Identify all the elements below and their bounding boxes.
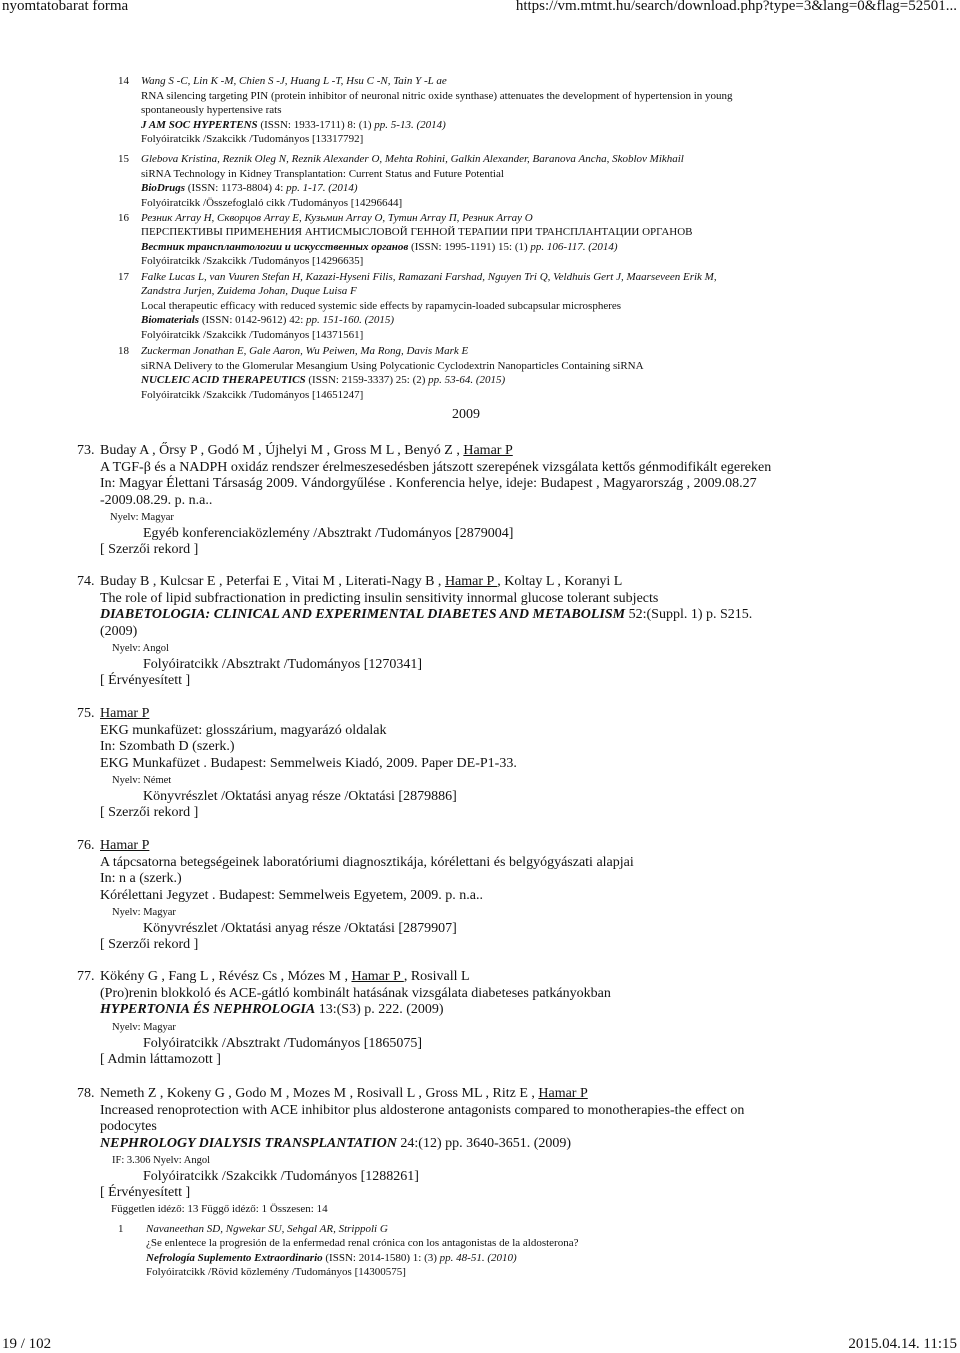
entry-number: 78. bbox=[77, 1086, 95, 1101]
entry-status: [ Admin láttamozott ] bbox=[100, 1052, 221, 1067]
author-link-hamar[interactable]: Hamar P bbox=[351, 969, 404, 984]
entry-authors bbox=[100, 969, 470, 986]
author-link-hamar[interactable]: Hamar P bbox=[538, 1086, 588, 1101]
entry-number: 73. bbox=[77, 443, 95, 458]
citation-number: 18 bbox=[118, 345, 129, 357]
citation-authors: Glebova Kristina, Reznik Oleg N, Reznik Alexander O, Mehta Rohini, Galkin Alexander, Baranova Ancha, Skoblov Mikhail bbox=[141, 153, 684, 165]
author-link-hamar[interactable]: Hamar P bbox=[100, 706, 150, 721]
citation-title: ПЕРСПЕКТИВЫ ПРИМЕНЕНИЯ АНТИСМЫСЛОВОЙ ГЕННОЙ ТЕРАПИИ ПРИ ТРАНСПЛАНТАЦИИ ОРГАНОВ bbox=[141, 226, 693, 239]
entry-type: Egyéb konferenciaközlemény /Absztrakt /Tudományos [2879004] bbox=[143, 525, 514, 541]
citation-journal: Biomaterials bbox=[141, 314, 200, 327]
entry-type: Folyóiratcikk /Absztrakt /Tudományos [1270341] bbox=[143, 656, 423, 672]
citation-title-cont: spontaneously hypertensive rats bbox=[141, 104, 282, 117]
entry-language: Nyelv: Angol bbox=[112, 643, 169, 654]
page-number: 19 / 102 bbox=[2, 1336, 52, 1352]
citation-type: Folyóiratcikk /Rövid közlemény /Tudományos [14300575] bbox=[146, 1266, 406, 1279]
header-url: https://vm.mtmt.hu/search/download.php?type=3&lang=0&flag=52501... bbox=[515, 0, 957, 14]
entry-source bbox=[100, 1002, 444, 1019]
entry-title: (Pro)renin blokkoló és ACE-gátló kombinált hatásának vizsgálata diabeteses patkányokban bbox=[100, 985, 611, 1001]
citation-pages: pp. 53-64. (2015) bbox=[428, 374, 506, 387]
citation-authors: Wang S -C, Lin K -M, Chien S -J, Huang L -T, Hsu C -N, Tain Y -L ae bbox=[141, 75, 447, 87]
citation-details: (ISSN: 0142-9612) 42: bbox=[199, 314, 307, 327]
entry-authors bbox=[100, 443, 513, 460]
entry-type: Folyóiratcikk /Szakcikk /Tudományos [1288261] bbox=[143, 1168, 419, 1184]
citation-number: 16 bbox=[118, 211, 129, 224]
entry-source: In: Magyar Élettani Társaság 2009. Vándorgyűlése . Konferencia helye, ideje: Budapest , Magyarország , 2009.08.27 bbox=[100, 476, 757, 491]
citation-journal: Nefrología Suplemento Extraordinario bbox=[146, 1251, 323, 1264]
authors-text-rest: , Rosivall L bbox=[403, 969, 470, 984]
authors-text: Buday A , Őrsy P , Godó M , Újhelyi M , Gross M L , Benyó Z , bbox=[100, 443, 464, 458]
entry-journal: DIABETOLOGIA: CLINICAL AND EXPERIMENTAL DIABETES AND METABOLISM bbox=[100, 607, 626, 622]
citation-details: (ISSN: 2014-1580) 1: (3) bbox=[322, 1251, 440, 1264]
entry-status: [ Érvényesített ] bbox=[100, 1185, 191, 1200]
entry-type: Könyvrészlet /Oktatási anyag része /Oktatási [2879886] bbox=[143, 788, 457, 804]
entry-language: IF: 3.306 Nyelv: Angol bbox=[112, 1155, 211, 1166]
citation-pages: pp. 5-13. (2014) bbox=[374, 118, 446, 131]
citation-type: Folyóiratcikk /Szakcikk /Tudományos [14371561] bbox=[141, 328, 364, 341]
author-link-hamar[interactable]: Hamar P bbox=[463, 443, 513, 458]
year-heading: 2009 bbox=[452, 407, 480, 422]
entry-number: 75. bbox=[77, 706, 95, 721]
citation-pages: pp. 106-117. (2014) bbox=[530, 240, 618, 253]
citation-source bbox=[141, 313, 394, 328]
citation-details: (ISSN: 1995-1191) 15: (1) bbox=[408, 240, 531, 253]
citation-source bbox=[146, 1251, 517, 1266]
citation-authors: Резник Array Н, Скворцов Array Е, Кузьмин Array О, Тутин Array П, Резник Array О bbox=[141, 211, 533, 224]
citation-source bbox=[141, 181, 358, 196]
citation-pages: pp. 151-160. (2015) bbox=[306, 314, 395, 327]
citation-number: 15 bbox=[118, 153, 129, 165]
citation-journal: NUCLEIC ACID THERAPEUTICS bbox=[141, 374, 306, 387]
citation-details: (ISSN: 2159-3337) 25: (2) bbox=[305, 374, 429, 387]
entry-source: In: n a (szerk.) bbox=[100, 871, 182, 886]
entry-title: Increased renoprotection with ACE inhibitor plus aldosterone antagonists compared to monotherapies-the effect on bbox=[100, 1102, 745, 1118]
citation-title: siRNA Delivery to the Glomerular Mesangium Using Polycationic Cyclodextrin Nanoparticles Containing siRNA bbox=[141, 359, 644, 372]
entry-status: [ Érvényesített ] bbox=[100, 673, 191, 688]
citation-details: (ISSN: 1933-1711) 8: (1) bbox=[257, 118, 375, 131]
authors-text: Kökény G , Fang L , Révész Cs , Mózes M , bbox=[100, 969, 352, 984]
authors-text: Buday B , Kulcsar E , Peterfai E , Vitai M , Literati-Nagy B , bbox=[100, 574, 445, 589]
entry-title: EKG munkafüzet: glosszárium, magyarázó oldalak bbox=[100, 722, 387, 738]
entry-source bbox=[100, 607, 752, 624]
entry-type: Folyóiratcikk /Absztrakt /Tudományos [1865075] bbox=[143, 1035, 423, 1051]
citation-journal: J AM SOC HYPERTENS bbox=[141, 118, 258, 131]
entry-status: [ Szerzői rekord ] bbox=[100, 805, 199, 820]
citation-details: (ISSN: 1173-8804) 4: bbox=[185, 182, 287, 195]
citation-authors: Zuckerman Jonathan E, Gale Aaron, Wu Peiwen, Ma Rong, Davis Mark E bbox=[141, 345, 469, 357]
citation-summary: Független idéző: 13 Függő idéző: 1 Összesen: 14 bbox=[111, 1203, 328, 1215]
citation-number: 14 bbox=[118, 75, 129, 87]
citation-source bbox=[141, 373, 505, 388]
entry-source bbox=[100, 1136, 571, 1153]
citation-source bbox=[141, 240, 618, 255]
citation-journal: BioDrugs bbox=[141, 182, 186, 195]
entry-language: Nyelv: Magyar bbox=[112, 907, 176, 918]
citation-type: Folyóiratcikk /Szakcikk /Tudományos [14296635] bbox=[141, 255, 364, 268]
author-link-hamar[interactable]: Hamar P bbox=[444, 574, 498, 589]
citation-type: Folyóiratcikk /Szakcikk /Tudományos [13317792] bbox=[141, 133, 364, 146]
entry-journal-details: 24:(12) pp. 3640-3651. (2009) bbox=[396, 1135, 572, 1151]
entry-journal: NEPHROLOGY DIALYSIS TRANSPLANTATION bbox=[100, 1135, 397, 1151]
citation-authors: Navaneethan SD, Ngwekar SU, Sehgal AR, Strippoli G bbox=[146, 1222, 388, 1235]
entry-source: In: Szombath D (szerk.) bbox=[100, 739, 235, 754]
entry-journal-details: 52:(Suppl. 1) p. S215. bbox=[625, 607, 753, 622]
entry-source-cont: EKG Munkafüzet . Budapest: Semmelweis Kiadó, 2009. Paper DE-P1-33. bbox=[100, 755, 517, 771]
entry-journal: HYPERTONIA ÉS NEPHROLOGIA bbox=[100, 1002, 316, 1017]
print-timestamp: 2015.04.14. 11:15 bbox=[848, 1336, 957, 1352]
entry-status: [ Szerzői rekord ] bbox=[100, 937, 199, 952]
entry-authors bbox=[100, 1086, 588, 1103]
entry-type: Könyvrészlet /Oktatási anyag része /Oktatási [2879907] bbox=[143, 920, 457, 936]
entry-number: 74. bbox=[77, 574, 95, 589]
entry-title-cont: podocytes bbox=[100, 1119, 157, 1134]
citation-type: Folyóiratcikk /Összefoglaló cikk /Tudományos [14296644] bbox=[141, 196, 403, 209]
citation-title: Local therapeutic efficacy with reduced systemic side effects by rapamycin-loaded subcapsular microspheres bbox=[141, 299, 622, 312]
citation-type: Folyóiratcikk /Szakcikk /Tudományos [14651247] bbox=[141, 388, 364, 401]
entry-title: The role of lipid subfractionation in predicting insulin sensitivity innormal glucose tolerant subjects bbox=[100, 590, 659, 606]
citation-pages: pp. 48-51. (2010) bbox=[439, 1251, 517, 1264]
entry-language: Nyelv: Magyar bbox=[112, 1022, 176, 1033]
citation-title: RNA silencing targeting PIN (protein inhibitor of neuronal nitric oxide synthase) attenuates the development of hypertension in young bbox=[141, 89, 733, 102]
entry-title: A TGF-β és a NADPH oxidáz rendszer érelmeszesedésben játszott szerepének vizsgálata kettős génmodifikált egereken bbox=[100, 459, 772, 475]
header-title: nyomtatobarat forma bbox=[2, 0, 129, 14]
entry-journal-details: 13:(S3) p. 222. (2009) bbox=[315, 1002, 444, 1017]
citation-title: siRNA Technology in Kidney Transplantation: Current Status and Future Potential bbox=[141, 167, 504, 180]
authors-text-rest: , Koltay L , Koranyi L bbox=[497, 574, 623, 589]
entry-number: 76. bbox=[77, 838, 95, 853]
author-link-hamar[interactable]: Hamar P bbox=[100, 838, 150, 853]
citation-title: ¿Se enlentece la progresión de la enfermedad renal crónica con los antagonistas de la aldosterona? bbox=[146, 1237, 579, 1250]
entry-year: (2009) bbox=[100, 623, 138, 639]
entry-language: Nyelv: Magyar bbox=[110, 512, 174, 523]
citation-authors: Falke Lucas L, van Vuuren Stefan H, Kazazi-Hyseni Filis, Ramazani Farshad, Nguyen Tri Q, Veldhuis Gert J, Maarseveen Erik M, bbox=[141, 270, 717, 283]
entry-authors bbox=[100, 574, 622, 591]
citation-source bbox=[141, 118, 446, 133]
citation-number: 1 bbox=[118, 1222, 124, 1235]
entry-language: Nyelv: Német bbox=[112, 775, 172, 786]
citation-number: 17 bbox=[118, 270, 129, 283]
citation-authors-cont: Zandstra Jurjen, Zuidema Johan, Duque Luisa F bbox=[141, 285, 357, 298]
entry-source-cont: -2009.08.29. p. n.a.. bbox=[100, 492, 213, 508]
citation-pages: pp. 1-17. (2014) bbox=[286, 182, 358, 195]
citation-journal: Вестник трансплантологии и искусственных органов bbox=[141, 240, 409, 253]
entry-title: A tápcsatorna betegségeinek laboratóriumi diagnosztikája, kórélettani és belgyógyászati alapjai bbox=[100, 854, 634, 870]
entry-number: 77. bbox=[77, 969, 95, 984]
authors-text: Nemeth Z , Kokeny G , Godo M , Mozes M , Rosivall L , Gross ML , Ritz E , bbox=[100, 1086, 539, 1101]
entry-source-cont: Kórélettani Jegyzet . Budapest: Semmelweis Egyetem, 2009. p. n.a.. bbox=[100, 887, 483, 903]
entry-status: [ Szerzői rekord ] bbox=[100, 542, 199, 557]
